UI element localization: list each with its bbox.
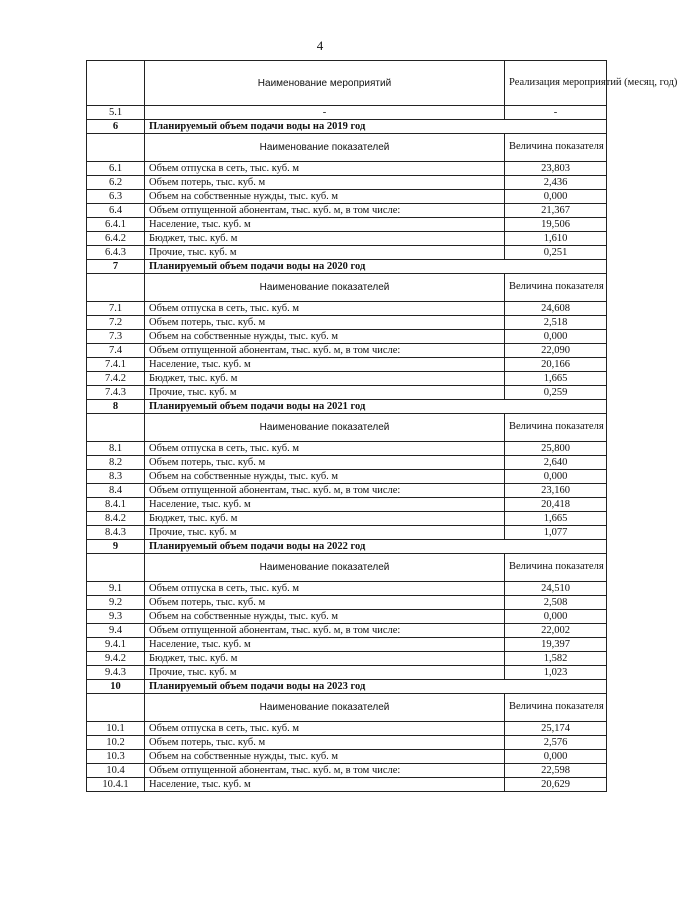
row-value: 19,397 <box>505 638 607 652</box>
indicator-header-number <box>87 134 145 162</box>
row-number: 9.3 <box>87 610 145 624</box>
header-value-cell: Реализация мероприятий (месяц, год) <box>505 61 607 106</box>
section-row <box>87 540 607 554</box>
section-number: 10 <box>87 680 145 694</box>
section-title: Планируемый объем подачи воды на 2022 год <box>145 540 607 554</box>
table-row <box>87 442 607 456</box>
row-number: 7.4.3 <box>87 386 145 400</box>
row-name: Население, тыс. куб. м <box>145 218 505 232</box>
row-value: 22,090 <box>505 344 607 358</box>
row-number: 9.4.2 <box>87 652 145 666</box>
row-number: 9.4.3 <box>87 666 145 680</box>
row-number: 10.3 <box>87 750 145 764</box>
indicator-header-number <box>87 554 145 582</box>
row-value: 2,640 <box>505 456 607 470</box>
table-row <box>87 456 607 470</box>
section-row <box>87 400 607 414</box>
row-number: 6.1 <box>87 162 145 176</box>
row-name: Объем на собственные нужды, тыс. куб. м <box>145 190 505 204</box>
row-value: 25,174 <box>505 722 607 736</box>
table-row <box>87 470 607 484</box>
row-number: 7.2 <box>87 316 145 330</box>
row-name: Прочие, тыс. куб. м <box>145 666 505 680</box>
row-name: Объем потерь, тыс. куб. м <box>145 736 505 750</box>
row-name: Объем отпущенной абонентам, тыс. куб. м, в том числе: <box>145 344 505 358</box>
row-value: - <box>505 106 607 120</box>
table-body <box>87 61 677 792</box>
row-value: 2,436 <box>505 176 607 190</box>
table-row <box>87 330 607 344</box>
row-value: 20,418 <box>505 498 607 512</box>
indicator-header-row <box>87 554 607 582</box>
row-name: Объем отпуска в сеть, тыс. куб. м <box>145 722 505 736</box>
table-row <box>87 764 607 778</box>
indicator-header-value: Величина показателя <box>505 694 607 722</box>
table-row <box>87 106 607 120</box>
indicator-header-row <box>87 694 607 722</box>
row-number: 8.3 <box>87 470 145 484</box>
row-name: Объем отпуска в сеть, тыс. куб. м <box>145 302 505 316</box>
table-row <box>87 778 607 792</box>
row-name: Объем потерь, тыс. куб. м <box>145 596 505 610</box>
row-name: Объем потерь, тыс. куб. м <box>145 176 505 190</box>
section-number: 9 <box>87 540 145 554</box>
indicator-header-name: Наименование показателей <box>145 554 505 582</box>
row-value: 24,608 <box>505 302 607 316</box>
indicator-header-number <box>87 274 145 302</box>
row-name: Объем отпуска в сеть, тыс. куб. м <box>145 442 505 456</box>
row-number: 9.1 <box>87 582 145 596</box>
row-value: 0,000 <box>505 610 607 624</box>
table-row <box>87 232 607 246</box>
table-row <box>87 386 607 400</box>
table-row <box>87 638 607 652</box>
page-number: 4 <box>316 38 324 53</box>
indicator-header-number <box>87 694 145 722</box>
row-number: 7.4.2 <box>87 372 145 386</box>
row-name: Объем отпуска в сеть, тыс. куб. м <box>145 582 505 596</box>
table-row <box>87 218 607 232</box>
row-name: Население, тыс. куб. м <box>145 778 505 792</box>
table-row <box>87 652 607 666</box>
row-number: 8.4 <box>87 484 145 498</box>
row-value: 0,000 <box>505 330 607 344</box>
row-number: 10.4.1 <box>87 778 145 792</box>
row-number: 6.4.1 <box>87 218 145 232</box>
row-name: Население, тыс. куб. м <box>145 358 505 372</box>
row-value: 22,002 <box>505 624 607 638</box>
row-name: Объем потерь, тыс. куб. м <box>145 316 505 330</box>
section-number: 6 <box>87 120 145 134</box>
table-row <box>87 176 607 190</box>
row-name: Объем на собственные нужды, тыс. куб. м <box>145 610 505 624</box>
section-number: 8 <box>87 400 145 414</box>
row-name: - <box>145 106 505 120</box>
section-row <box>87 680 607 694</box>
indicator-header-number <box>87 414 145 442</box>
indicator-header-row <box>87 134 607 162</box>
table-row <box>87 512 607 526</box>
row-number: 7.1 <box>87 302 145 316</box>
row-number: 8.1 <box>87 442 145 456</box>
row-value: 23,160 <box>505 484 607 498</box>
section-title: Планируемый объем подачи воды на 2021 год <box>145 400 607 414</box>
row-value: 2,576 <box>505 736 607 750</box>
section-title: Планируемый объем подачи воды на 2019 год <box>145 120 607 134</box>
header-name-cell: Наименование мероприятий <box>145 61 505 106</box>
row-name: Население, тыс. куб. м <box>145 638 505 652</box>
row-value: 1,023 <box>505 666 607 680</box>
table-row <box>87 302 607 316</box>
row-number: 8.4.1 <box>87 498 145 512</box>
row-name: Прочие, тыс. куб. м <box>145 246 505 260</box>
table-row <box>87 372 607 386</box>
row-number: 7.4 <box>87 344 145 358</box>
row-name: Объем на собственные нужды, тыс. куб. м <box>145 750 505 764</box>
row-value: 21,367 <box>505 204 607 218</box>
section-row <box>87 260 607 274</box>
indicator-header-value: Величина показателя <box>505 274 607 302</box>
row-number: 8.4.2 <box>87 512 145 526</box>
row-value: 23,803 <box>505 162 607 176</box>
row-value: 1,665 <box>505 372 607 386</box>
table-row <box>87 162 607 176</box>
row-number: 5.1 <box>87 106 145 120</box>
row-number: 6.4 <box>87 204 145 218</box>
table-row <box>87 666 607 680</box>
row-number: 8.2 <box>87 456 145 470</box>
row-value: 0,000 <box>505 470 607 484</box>
table-row <box>87 610 607 624</box>
row-value: 1,582 <box>505 652 607 666</box>
row-name: Бюджет, тыс. куб. м <box>145 232 505 246</box>
indicator-header-name: Наименование показателей <box>145 694 505 722</box>
row-name: Объем потерь, тыс. куб. м <box>145 456 505 470</box>
table-row <box>87 722 607 736</box>
row-value: 0,251 <box>505 246 607 260</box>
row-name: Объем отпуска в сеть, тыс. куб. м <box>145 162 505 176</box>
section-title: Планируемый объем подачи воды на 2023 год <box>145 680 607 694</box>
row-value: 1,665 <box>505 512 607 526</box>
row-value: 2,508 <box>505 596 607 610</box>
row-value: 2,518 <box>505 316 607 330</box>
row-name: Объем отпущенной абонентам, тыс. куб. м, в том числе: <box>145 624 505 638</box>
section-row <box>87 120 607 134</box>
indicator-header-value: Величина показателя <box>505 554 607 582</box>
row-name: Прочие, тыс. куб. м <box>145 526 505 540</box>
row-value: 25,800 <box>505 442 607 456</box>
table-row <box>87 582 607 596</box>
row-value: 0,000 <box>505 750 607 764</box>
row-value: 1,610 <box>505 232 607 246</box>
section-title: Планируемый объем подачи воды на 2020 год <box>145 260 607 274</box>
table-row <box>87 316 607 330</box>
table-row <box>87 736 607 750</box>
table-row <box>87 498 607 512</box>
row-name: Бюджет, тыс. куб. м <box>145 512 505 526</box>
row-number: 10.1 <box>87 722 145 736</box>
row-value: 24,510 <box>505 582 607 596</box>
row-name: Бюджет, тыс. куб. м <box>145 372 505 386</box>
table-row <box>87 596 607 610</box>
row-value: 20,629 <box>505 778 607 792</box>
row-name: Объем на собственные нужды, тыс. куб. м <box>145 330 505 344</box>
row-value: 19,506 <box>505 218 607 232</box>
row-name: Объем на собственные нужды, тыс. куб. м <box>145 470 505 484</box>
indicator-header-name: Наименование показателей <box>145 134 505 162</box>
row-number: 6.3 <box>87 190 145 204</box>
table-row <box>87 190 607 204</box>
water-supply-table <box>86 60 677 792</box>
indicator-header-name: Наименование показателей <box>145 414 505 442</box>
table-row <box>87 624 607 638</box>
row-number: 10.2 <box>87 736 145 750</box>
row-number: 6.2 <box>87 176 145 190</box>
row-number: 7.4.1 <box>87 358 145 372</box>
row-name: Население, тыс. куб. м <box>145 498 505 512</box>
indicator-header-name: Наименование показателей <box>145 274 505 302</box>
row-value: 0,259 <box>505 386 607 400</box>
table-row <box>87 344 607 358</box>
row-name: Объем отпущенной абонентам, тыс. куб. м, в том числе: <box>145 204 505 218</box>
table-row <box>87 246 607 260</box>
indicator-header-value: Величина показателя <box>505 414 607 442</box>
table-row <box>87 358 607 372</box>
table-row <box>87 484 607 498</box>
row-number: 7.3 <box>87 330 145 344</box>
row-name: Бюджет, тыс. куб. м <box>145 652 505 666</box>
indicator-header-row <box>87 414 607 442</box>
row-value: 22,598 <box>505 764 607 778</box>
header-number-cell <box>87 61 145 106</box>
row-number: 9.4.1 <box>87 638 145 652</box>
row-name: Объем отпущенной абонентам, тыс. куб. м, в том числе: <box>145 764 505 778</box>
row-value: 20,166 <box>505 358 607 372</box>
row-value: 1,077 <box>505 526 607 540</box>
row-number: 6.4.3 <box>87 246 145 260</box>
row-name: Прочие, тыс. куб. м <box>145 386 505 400</box>
row-name: Объем отпущенной абонентам, тыс. куб. м, в том числе: <box>145 484 505 498</box>
indicator-header-value: Величина показателя <box>505 134 607 162</box>
table-row <box>87 750 607 764</box>
row-value: 0,000 <box>505 190 607 204</box>
row-number: 10.4 <box>87 764 145 778</box>
table-row <box>87 204 607 218</box>
section-number: 7 <box>87 260 145 274</box>
row-number: 6.4.2 <box>87 232 145 246</box>
row-number: 9.2 <box>87 596 145 610</box>
row-number: 8.4.3 <box>87 526 145 540</box>
table-row <box>87 526 607 540</box>
table-header-row <box>87 61 607 106</box>
indicator-header-row <box>87 274 607 302</box>
row-number: 9.4 <box>87 624 145 638</box>
